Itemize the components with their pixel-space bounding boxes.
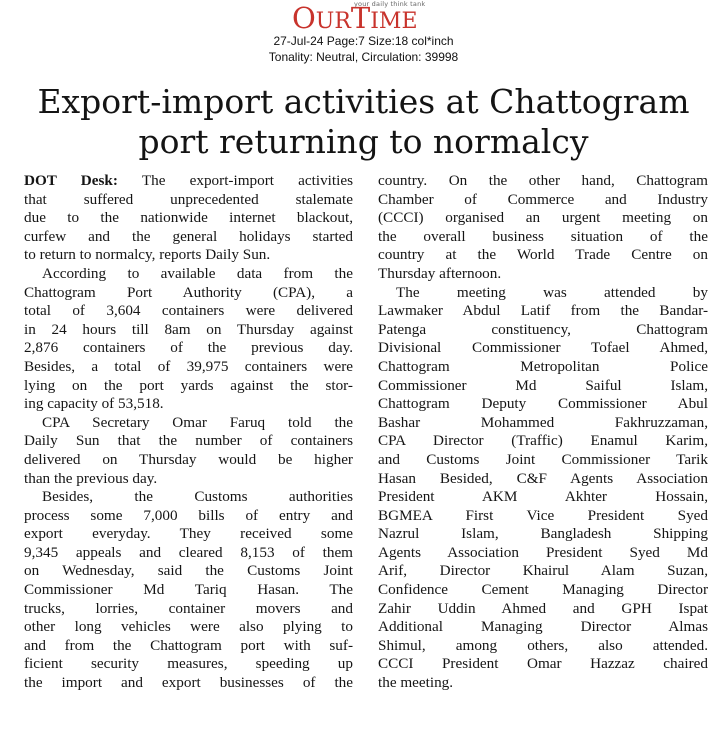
logo-letters-ime: IME: [370, 9, 418, 34]
column-line: ing capacity of 53,518.: [24, 395, 164, 413]
logo-tagline: your daily think tank: [354, 0, 426, 8]
column-line: Agents Association President Syed Md: [378, 543, 708, 561]
column-line: Besides, a total of 39,975 containers were: [24, 357, 353, 375]
column-line: President AKM Akhter Hossain,: [378, 488, 708, 506]
column-line: Confidence Cement Managing Director: [378, 581, 708, 599]
article-column-right: [378, 172, 708, 693]
clipping-meta-tonality: Tonality: Neutral, Circulation: 39998: [268, 50, 459, 64]
column-line: to return to normalcy, reports Daily Sun.: [24, 246, 271, 264]
column-line: Lawmaker Abdul Latif from the Bandar-: [378, 302, 708, 320]
column-line: Divisional Commissioner Tofael Ahmed,: [378, 339, 708, 357]
column-line: ficient security measures, speeding up: [24, 655, 353, 673]
column-line: Chattogram Deputy Commissioner Abul: [378, 395, 708, 413]
column-line: lying on the port yards against the stor-: [24, 376, 353, 394]
column-line: curfew and the general holidays started: [24, 227, 353, 245]
column-line: [24, 172, 353, 191]
column-line: Chamber of Commerce and Industry: [378, 190, 708, 208]
column-line: Besides, the Customs authorities: [42, 488, 353, 506]
column-line: the import and export businesses of the: [24, 674, 353, 692]
logo-letter-t: T: [350, 1, 371, 35]
column-line: (CCCI) organised an urgent meeting on: [378, 209, 708, 227]
column-line: country at the World Trade Centre on: [378, 246, 708, 264]
byline: DOT Desk:: [24, 172, 118, 189]
column-line: According to available data from the: [42, 264, 353, 282]
column-line: The meeting was attended by: [396, 283, 708, 301]
column-line: and from the Chattogram port with suf-: [24, 636, 353, 654]
column-line: Daily Sun that the number of containers: [24, 432, 353, 450]
column-line: Commissioner Md Saiful Islam,: [378, 376, 708, 394]
column-line: 2,876 containers of the previous day.: [24, 339, 353, 357]
article-headline: [0, 82, 727, 162]
column-line: Additional Managing Director Almas: [378, 618, 708, 636]
article-column-left: [24, 172, 353, 693]
column-line: total of 3,604 containers were delivered: [24, 302, 353, 320]
logo-letter-o: O: [292, 1, 316, 35]
column-line: Patenga constituency, Chattogram: [378, 320, 708, 338]
column-line: Chattogram Port Authority (CPA), a: [24, 283, 353, 301]
column-line: and Customs Joint Commissioner Tarik: [378, 450, 708, 468]
column-line: in 24 hours till 8am on Thursday against: [24, 320, 353, 338]
masthead: [0, 0, 727, 68]
column-line: on Wednesday, said the Customs Joint: [24, 562, 353, 580]
column-line: Shimul, among others, also attended.: [378, 636, 708, 654]
column-line: the overall business situation of the: [378, 227, 708, 245]
column-line: CPA Secretary Omar Faruq told the: [42, 413, 353, 431]
newspaper-logo: [292, 0, 437, 34]
column-line: trucks, lorries, container movers and: [24, 599, 353, 617]
column-line: Thursday afternoon.: [378, 264, 502, 282]
column-line: other long vehicles were also plying to: [24, 618, 353, 636]
column-line: the meeting.: [378, 674, 454, 692]
column-line: Zahir Uddin Ahmed and GPH Ispat: [378, 599, 708, 617]
column-line: due to the nationwide internet blackout,: [24, 209, 353, 227]
logo-letters-ur: UR: [315, 9, 351, 34]
clipping-meta-date-page: 27-Jul-24 Page:7 Size:18 col*inch: [273, 34, 454, 48]
column-line: Nazrul Islam, Bangladesh Shipping: [378, 525, 708, 543]
column-line: Hasan Besided, C&F Agents Association: [378, 469, 708, 487]
column-line: Arif, Director Khairul Alam Suzan,: [378, 562, 708, 580]
column-line: export everyday. They received some: [24, 525, 353, 543]
column-line: country. On the other hand, Chattogram: [378, 172, 708, 189]
column-line: process some 7,000 bills of entry and: [24, 506, 353, 524]
column-line: Commissioner Md Tariq Hasan. The: [24, 581, 353, 599]
column-line: 9,345 appeals and cleared 8,153 of them: [24, 543, 353, 561]
column-line: CCCI President Omar Hazzaz chaired: [378, 655, 708, 673]
column-line: that suffered unprecedented stalemate: [24, 190, 353, 208]
column-line: Chattogram Metropolitan Police: [378, 357, 708, 375]
headline-line-1: Export-import activities at Chattogram: [37, 82, 690, 121]
column-line: than the previous day.: [24, 469, 158, 487]
column-line: delivered on Thursday would be higher: [24, 450, 353, 468]
column-line-text: The export-import activities: [117, 172, 353, 189]
column-line: Bashar Mohammed Fakhruzzaman,: [378, 413, 708, 431]
column-line: BGMEA First Vice President Syed: [378, 506, 708, 524]
headline-line-2: port returning to normalcy: [138, 122, 589, 161]
column-line: CPA Director (Traffic) Enamul Karim,: [378, 432, 708, 450]
